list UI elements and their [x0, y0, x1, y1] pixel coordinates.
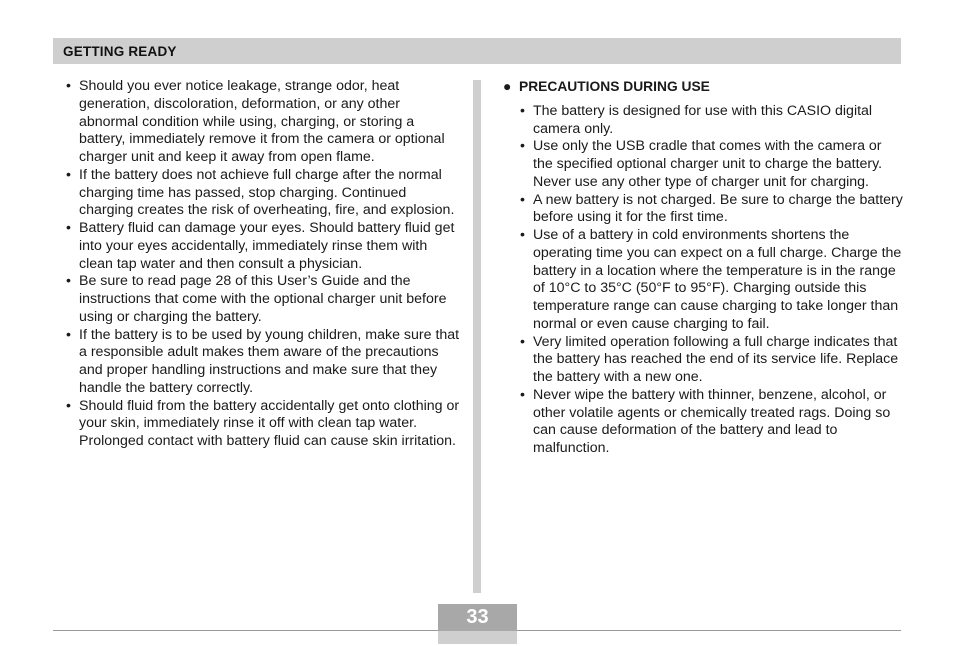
list-item-text: If the battery is to be used by young children, make sure that a responsible adult makes them aware of the precautions and proper handling instructions and make sure that they handle the battery correctly. [79, 326, 460, 396]
list-item [63, 78, 463, 167]
list-item-text: If the battery does not achieve full charge after the normal charging time has passed, stop charging. Continued charging creates the risk of overheating, fire, and explosion. [79, 166, 455, 219]
list-item-text: Battery fluid can damage your eyes. Should battery fluid get into your eyes accidentally, immediately rinse them with clean tap water and then consult a physician. [79, 220, 455, 272]
bullet-icon: • [520, 191, 525, 208]
list-item-text: Be sure to read page 28 of this User’s Guide and the instructions that come with the optional charger unit before using or charging the battery. [79, 273, 447, 325]
list-item-text: Use only the USB cradle that comes with the camera or the specified optional charger unit to charge the battery. Never use any other type of charger unit for charging. [533, 138, 883, 190]
page-number: 33 [438, 604, 517, 631]
list-item [63, 398, 463, 451]
list-item [517, 192, 903, 228]
bullet-icon: • [520, 102, 525, 119]
page-number-box [438, 604, 517, 644]
bullet-icon: • [520, 138, 525, 155]
bullet-icon: • [66, 166, 71, 183]
list-item [63, 220, 463, 273]
bullet-icon: • [66, 78, 71, 94]
bullet-icon: • [520, 333, 525, 350]
list-item [517, 387, 903, 458]
section-header-bar [53, 38, 901, 64]
list-item-text: A new battery is not charged. Be sure to charge the battery before using it for the first time. [533, 191, 903, 226]
precautions-heading-text: PRECAUTIONS DURING USE [519, 79, 710, 94]
list-item [517, 103, 903, 139]
list-item [517, 334, 903, 387]
list-item-text: Should fluid from the battery accidentally get onto clothing or your skin, immediately rinse it off with clean tap water. Prolonged contact with battery fluid can cause skin irritation. [79, 397, 460, 449]
bullet-icon: • [66, 326, 71, 343]
column-divider [473, 80, 481, 593]
bullet-icon: • [66, 220, 71, 236]
section-title: GETTING READY [63, 44, 177, 59]
list-item-text: Should you ever notice leakage, strange odor, heat generation, discoloration, deformation, or any other abnormal condition while using, charging, or storing a battery, immediately remove it from the camera or optional charger unit and keep it away from open flame. [79, 78, 445, 165]
list-item-text: Very limited operation following a full charge indicates that the battery has reached the end of its service life. Replace the battery with a new one. [533, 333, 899, 385]
precautions-heading [503, 78, 903, 96]
list-item-text: Use of a battery in cold environments shortens the operating time you can expect on a full charge. Charge the battery in a location where the temperature is in the range of 10°C to 35°C (50°F to 95°F). Charging outside this temperature range can cause charging to take longer than normal or even cause charging to fail. [533, 227, 902, 332]
right-bullet-list [503, 103, 903, 458]
left-bullet-list [63, 78, 463, 451]
list-item [63, 167, 463, 220]
bullet-icon: • [520, 386, 525, 403]
list-item [517, 138, 903, 191]
bullet-icon: • [520, 227, 525, 243]
bullet-icon: • [66, 273, 71, 290]
list-item-text: Never wipe the battery with thinner, benzene, alcohol, or other volatile agents or chemically treated rags. Doing so can cause deformation of the battery and lead to malfunction. [533, 386, 891, 456]
list-item [63, 273, 463, 326]
list-item [63, 327, 463, 398]
list-item [517, 227, 903, 334]
bullet-icon: • [66, 397, 71, 414]
left-column [63, 78, 463, 451]
heading-bullet-icon: ● [503, 79, 512, 94]
list-item-text: The battery is designed for use with this CASIO digital camera only. [533, 102, 873, 137]
right-column [503, 78, 903, 458]
